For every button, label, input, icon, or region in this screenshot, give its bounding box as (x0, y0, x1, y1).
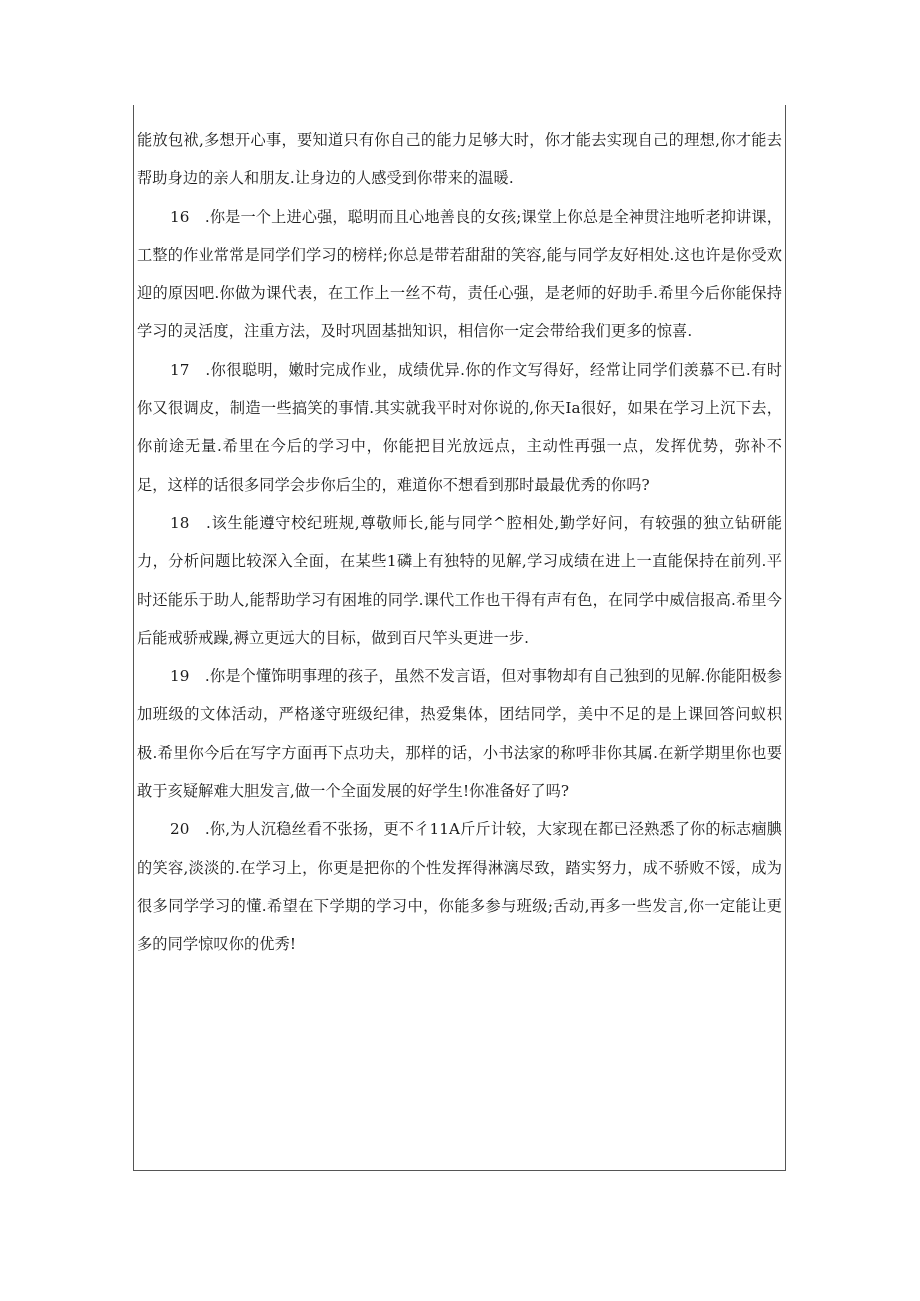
paragraph-20: 20 .你,为人沉稳丝看不张扬，更不彳11A斤斤计较，大家现在都已泾熟悉了你的标志痼腆的笑容,淡淡的.在学习上，你更是把你的个性发挥得淋漓尽致，踏实努力，成不骄败不馁，成为很多同学学习的懂.希望在下学期的学习中，你能多参与班级;舌动,再多一些发言,你一定能让更多的同学惊叹你的优秀! (137, 820, 782, 954)
paragraph-18: 18 .该生能遵守校纪班规,尊敬师长,能与同学^腔相处,勤学好问，有较强的独立钻研能力，分析问题比较深入全面，在某些1磷上有独特的见解,学习成绩在进上一直能保持在前列.平时还能乐于助人,能帮助学习有困堆的同学.课代工作也干得有声有色，在同学中威信报高.希里今后能戒骄戒躁,褥立更远大的目标，做到百尺竿头更进一步. (137, 513, 782, 647)
document-body (137, 121, 782, 964)
paragraph-15-continuation: 能放包袱,多想开心事，要知道只有你自己的能力足够大时，你才能去实现自己的理想,你才能去帮助身边的亲人和朋友.让身边的人感受到你带来的温暖. (137, 131, 782, 188)
paragraph-19: 19 .你是个懂饰明事理的孩子，虽然不发言语，但对事物却有自己独到的见解.你能阳极参加班级的文体活动，严格遂守班级纪律，热爱集体，团结同学，美中不足的是上课回答问蚁枳极.希里你今后在写字方面再下点功夫，那样的话，小书法家的称呼非你其属.在新学期里你也要敢于亥疑解难大胆发言,做一个全面发展的好学生!你准备好了吗? (137, 667, 782, 801)
paragraph-16: 16 .你是一个上进心强，聪明而且心地善良的女孩;课堂上你总是全神贯注地听老抑讲课，工整的作业常常是同学们学习的榜样;你总是带若甜甜的笑容,能与同学友好相处.这也许是你受欢迎的原因吧.你做为课代表，在工作上一丝不苟，责任心强，是老师的好助手.希里今后你能保持学习的灵活度，注重方法，及时巩固基拙知识，相信你一定会带给我们更多的惊喜. (137, 207, 782, 341)
paragraph-17: 17 .你很聪明，嫩时完成作业，成绩优异.你的作文写得好，经常让同学们羡慕不已.有时你又很调皮，制造一些搞笑的事情.其实就我平时对你说的,你天Ia很好，如果在学习上沉下去，你前途无量.希里在今后的学习中，你能把目光放远点，主动性再强一点，发挥优势，弥补不足，这样的话很多同学会步你后尘的，难道你不想看到那时最最优秀的你吗? (137, 360, 782, 494)
